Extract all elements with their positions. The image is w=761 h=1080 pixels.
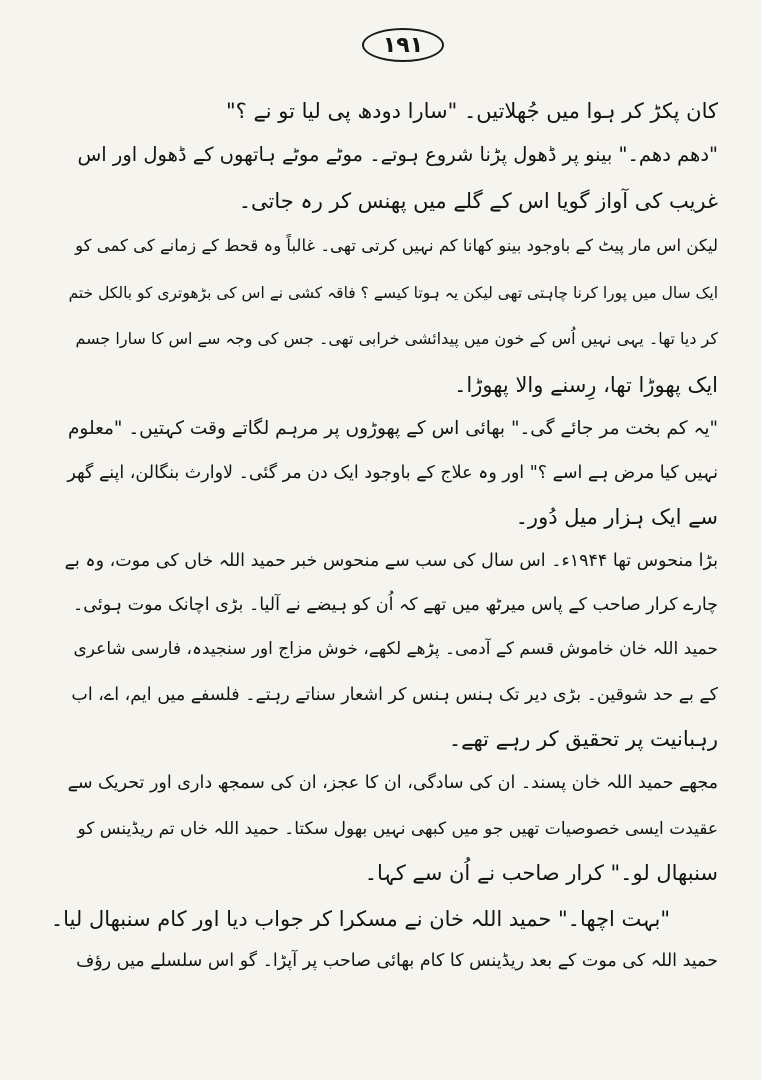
text-line-1: کان پکڑ کر ہوا میں جُھلاتیں۔ "سارا دودھ پی لیا تو نے ؟" bbox=[225, 99, 718, 123]
page-number: ۱۹۱ bbox=[362, 28, 444, 62]
text-line-15: رہبانیت پر تحقیق کر رہے تھے۔ bbox=[448, 727, 718, 751]
text-line-7: ایک پھوڑا تھا، رِسنے والا پھوڑا۔ bbox=[454, 373, 718, 397]
text-line-3: غریب کی آواز گویا اس کے گلے میں پھنس کر رہ جاتی۔ bbox=[238, 189, 718, 213]
text-line-20: حمید اللہ کی موت کے بعد ریڈینس کا کام بھائی صاحب پر آپڑا۔ گو اس سلسلے میں رؤف bbox=[76, 951, 718, 971]
text-line-5: ایک سال میں پورا کرنا چاہتی تھی لیکن یہ ہوتا کیسے ؟ فاقہ کشی نے اس کی بڑھوتری کو بالکل ختم bbox=[68, 284, 718, 302]
text-line-16: مجھے حمید اللہ خان پسند۔ ان کی سادگی، ان کا عجز، ان کی سمجھ داری اور تحریک سے bbox=[67, 773, 718, 793]
text-line-8: "یہ کم بخت مر جائے گی۔" بھائی اس کے پھوڑوں پر مرہم لگاتے وقت کہتیں۔ "معلوم bbox=[67, 418, 718, 439]
text-line-9: نہیں کیا مرض ہے اسے ؟" اور وہ علاج کے باوجود ایک دن مر گئی۔ لاوارث بنگالن، اپنے گھر bbox=[67, 463, 718, 483]
text-line-14: کے بے حد شوقین۔ بڑی دیر تک ہنس ہنس کر اشعار سناتے رہتے۔ فلسفے میں ایم، اے، اب bbox=[71, 685, 718, 705]
text-line-12: چارے کرار صاحب کے پاس میرٹھ میں تھے کہ اُن کو ہیضے نے آلیا۔ بڑی اچانک موت ہوئی۔ bbox=[73, 595, 718, 615]
text-line-13: حمید اللہ خان خاموش قسم کے آدمی۔ پڑھے لکھے، خوش مزاج اور سنجیدہ، فارسی شاعری bbox=[73, 639, 718, 659]
text-line-19: "بہت اچھا۔" حمید اللہ خان نے مسکرا کر جواب دیا اور کام سنبھال لیا۔ bbox=[50, 907, 670, 931]
text-line-10: سے ایک ہزار میل دُور۔ bbox=[515, 505, 718, 529]
text-line-17: عقیدت ایسی خصوصیات تھیں جو میں کبھی نہیں بھول سکتا۔ حمید اللہ خاں تم ریڈینس کو bbox=[77, 819, 718, 839]
text-line-11: بڑا منحوس تھا ۱۹۴۴ء۔ اس سال کی سب سے منحوس خبر حمید اللہ خاں کی موت، وہ بے bbox=[64, 551, 718, 571]
text-line-4: لیکن اس مار پیٹ کے باوجود بینو کھانا کم نہیں کرتی تھی۔ غالباً وہ قحط کے زمانے کی کمی کو bbox=[75, 236, 718, 255]
text-line-2: "دھم دھم۔" بینو پر ڈھول پڑنا شروع ہوتے۔ موٹے موٹے ہاتھوں کے ڈھول اور اس bbox=[77, 143, 718, 166]
text-line-18: سنبھال لو۔" کرار صاحب نے اُن سے کہا۔ bbox=[364, 861, 718, 885]
text-line-6: کر دیا تھا۔ یہی نہیں اُس کے خون میں پیدائشی خرابی تھی۔ جس کی وجہ سے اس کا سارا جسم bbox=[75, 329, 718, 348]
